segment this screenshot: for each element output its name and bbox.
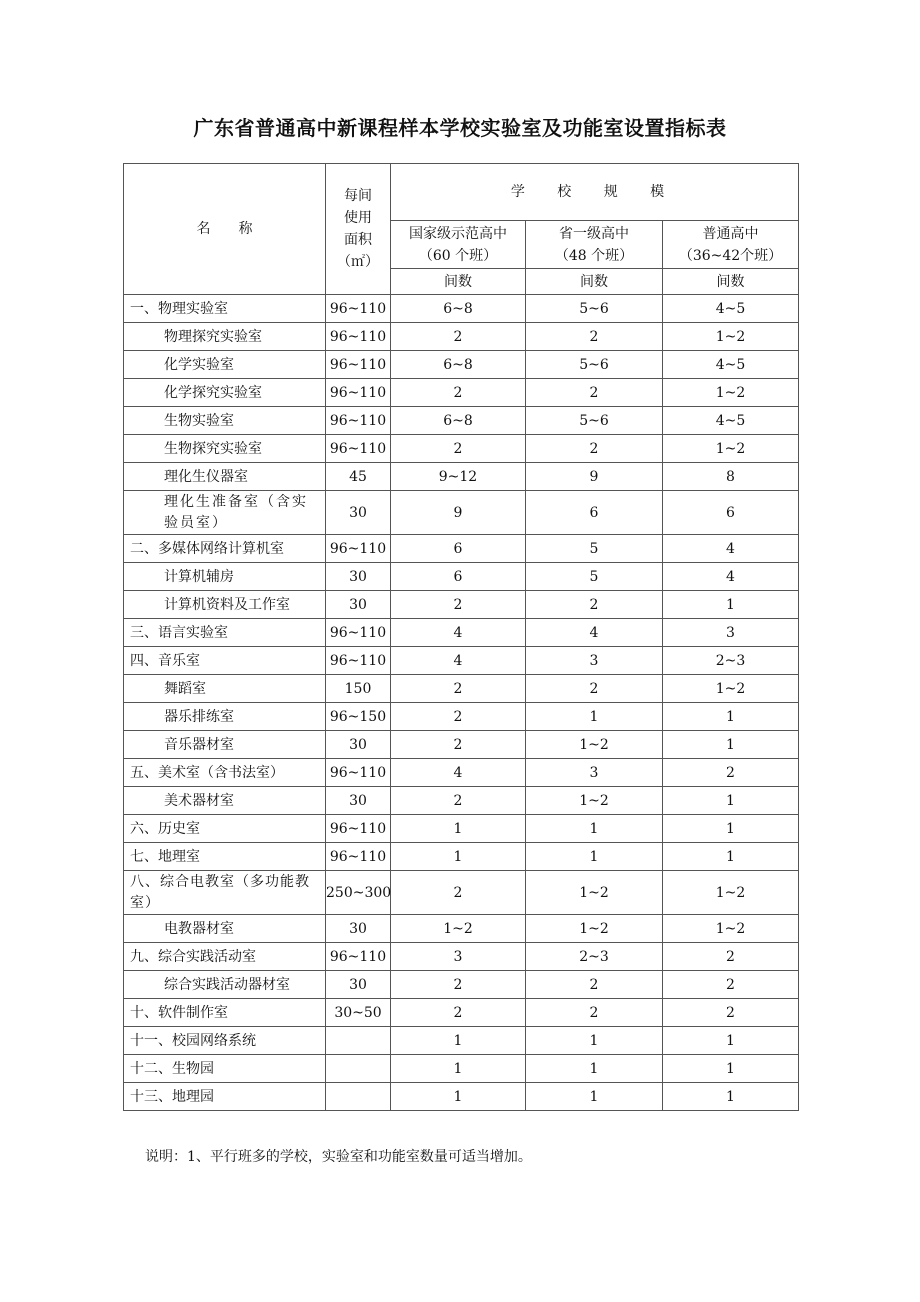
room-count: 5 (526, 535, 663, 563)
table-row (124, 675, 799, 703)
room-count: 1 (663, 1083, 799, 1111)
header-level-ordinary (663, 221, 799, 269)
room-area: 96~110 (326, 943, 391, 971)
room-area: 96~110 (326, 295, 391, 323)
room-area: 96~150 (326, 703, 391, 731)
room-area (326, 1083, 391, 1111)
room-count: 1~2 (663, 675, 799, 703)
room-count: 2 (526, 675, 663, 703)
header-level-national (391, 221, 526, 269)
room-count: 5 (526, 563, 663, 591)
room-count: 2 (391, 971, 526, 999)
table-row (124, 943, 799, 971)
room-count: 1~2 (663, 871, 799, 915)
room-count: 1~2 (663, 379, 799, 407)
room-count: 2 (391, 787, 526, 815)
room-area (326, 1027, 391, 1055)
room-area: 96~110 (326, 535, 391, 563)
room-count: 5~6 (526, 351, 663, 379)
room-count: 2 (663, 971, 799, 999)
table-row (124, 915, 799, 943)
room-name: 六、历史室 (124, 815, 326, 843)
level-classes: （48 个班） (554, 247, 634, 264)
table-row (124, 463, 799, 491)
header-area-line: 面积 (344, 232, 372, 248)
room-count: 2 (391, 999, 526, 1027)
room-count: 2 (391, 871, 526, 915)
room-area: 30 (326, 491, 391, 535)
room-area: 30 (326, 915, 391, 943)
room-count: 9~12 (391, 463, 526, 491)
room-count: 3 (391, 943, 526, 971)
level-name: 国家级示范高中 (409, 225, 507, 242)
room-count: 2 (526, 379, 663, 407)
table-row (124, 1027, 799, 1055)
table-row (124, 491, 799, 535)
room-count: 1 (526, 1055, 663, 1083)
table-row (124, 787, 799, 815)
room-count: 3 (526, 647, 663, 675)
room-count: 1 (663, 703, 799, 731)
room-area: 96~110 (326, 407, 391, 435)
room-area: 96~110 (326, 379, 391, 407)
room-count: 4~5 (663, 407, 799, 435)
room-area: 96~110 (326, 323, 391, 351)
room-name: 器乐排练室 (124, 703, 326, 731)
room-count: 8 (663, 463, 799, 491)
room-area: 96~110 (326, 351, 391, 379)
level-classes: （60 个班） (418, 247, 498, 264)
level-name: 省一级高中 (559, 225, 629, 242)
room-area: 250~300 (326, 871, 391, 915)
room-count: 1 (663, 1055, 799, 1083)
room-count: 1~2 (526, 871, 663, 915)
room-count: 9 (526, 463, 663, 491)
room-count: 2 (391, 379, 526, 407)
room-name: 一、物理实验室 (124, 295, 326, 323)
footnote: 说明：1、平行班多的学校，实验室和功能室数量可适当增加。 (145, 1149, 532, 1165)
room-count: 1 (391, 1083, 526, 1111)
room-area: 150 (326, 675, 391, 703)
table-row (124, 351, 799, 379)
room-name: 五、美术室（含书法室） (124, 759, 326, 787)
room-count: 1 (663, 591, 799, 619)
room-count: 6~8 (391, 295, 526, 323)
room-count: 4 (663, 563, 799, 591)
header-school-scale: 学 校 规 模 (391, 164, 799, 221)
room-count: 1 (663, 731, 799, 759)
room-area: 96~110 (326, 843, 391, 871)
header-area-line: （㎡） (337, 254, 379, 270)
table-row (124, 971, 799, 999)
room-count: 1 (526, 1027, 663, 1055)
table-row (124, 647, 799, 675)
room-name: 十、软件制作室 (124, 999, 326, 1027)
room-name: 十二、生物园 (124, 1055, 326, 1083)
room-count: 1~2 (526, 915, 663, 943)
room-count: 1~2 (663, 435, 799, 463)
room-name: 四、音乐室 (124, 647, 326, 675)
header-area-line: 使用 (344, 210, 372, 226)
header-unit: 间数 (526, 269, 663, 295)
room-count: 2 (526, 971, 663, 999)
room-count: 1 (663, 787, 799, 815)
room-count: 6 (526, 491, 663, 535)
room-count: 2 (526, 591, 663, 619)
room-count: 1 (526, 843, 663, 871)
room-count: 1~2 (663, 915, 799, 943)
room-count: 6 (391, 535, 526, 563)
room-name: 十三、地理园 (124, 1083, 326, 1111)
room-area (326, 1055, 391, 1083)
room-count: 4 (391, 647, 526, 675)
room-count: 1 (526, 815, 663, 843)
room-count: 6~8 (391, 351, 526, 379)
room-name: 理化生仪器室 (124, 463, 326, 491)
room-count: 4 (663, 535, 799, 563)
room-area: 30 (326, 563, 391, 591)
table-row (124, 591, 799, 619)
room-count: 2 (391, 591, 526, 619)
room-name: 十一、校园网络系统 (124, 1027, 326, 1055)
table-row (124, 295, 799, 323)
table-row (124, 843, 799, 871)
room-name: 计算机资料及工作室 (124, 591, 326, 619)
room-area: 96~110 (326, 619, 391, 647)
lab-settings-table (123, 163, 799, 1111)
table-row (124, 871, 799, 915)
room-name: 化学探究实验室 (124, 379, 326, 407)
room-name: 综合实践活动器材室 (124, 971, 326, 999)
room-count: 1 (391, 1055, 526, 1083)
room-count: 2 (663, 759, 799, 787)
room-count: 1 (526, 703, 663, 731)
room-count: 1 (663, 843, 799, 871)
room-count: 2 (663, 943, 799, 971)
room-count: 4~5 (663, 295, 799, 323)
header-unit: 间数 (663, 269, 799, 295)
room-count: 1~2 (663, 323, 799, 351)
table-row (124, 323, 799, 351)
room-count: 6~8 (391, 407, 526, 435)
room-name: 化学实验室 (124, 351, 326, 379)
room-count: 2 (526, 323, 663, 351)
room-name: 八、综合电教室（多功能教室） (124, 871, 326, 915)
room-count: 1~2 (526, 731, 663, 759)
room-count: 2 (391, 675, 526, 703)
table-row (124, 435, 799, 463)
room-count: 1 (391, 1027, 526, 1055)
room-name: 电教器材室 (124, 915, 326, 943)
table-row (124, 815, 799, 843)
room-count: 2 (391, 703, 526, 731)
room-area: 45 (326, 463, 391, 491)
header-area (326, 164, 391, 295)
room-area: 30 (326, 591, 391, 619)
table-row (124, 999, 799, 1027)
room-count: 9 (391, 491, 526, 535)
room-count: 2 (391, 323, 526, 351)
room-count: 3 (526, 759, 663, 787)
room-count: 4 (391, 619, 526, 647)
table-row (124, 703, 799, 731)
room-count: 2~3 (663, 647, 799, 675)
room-area: 30 (326, 971, 391, 999)
room-count: 1 (391, 815, 526, 843)
room-count: 1 (663, 815, 799, 843)
room-name: 二、多媒体网络计算机室 (124, 535, 326, 563)
room-count: 6 (391, 563, 526, 591)
table-row (124, 731, 799, 759)
room-area: 30 (326, 787, 391, 815)
table-row (124, 619, 799, 647)
page-title: 广东省普通高中新课程样本学校实验室及功能室设置指标表 (193, 116, 727, 140)
room-count: 3 (663, 619, 799, 647)
room-count: 1 (526, 1083, 663, 1111)
room-name: 理化生准备室（含实验员室） (124, 491, 326, 535)
table-row (124, 1083, 799, 1111)
room-count: 2 (391, 435, 526, 463)
table-row (124, 407, 799, 435)
room-count: 2 (663, 999, 799, 1027)
room-area: 96~110 (326, 647, 391, 675)
table-row (124, 1055, 799, 1083)
room-count: 1 (391, 843, 526, 871)
room-name: 音乐器材室 (124, 731, 326, 759)
room-count: 2 (526, 435, 663, 463)
level-name: 普通高中 (702, 225, 759, 242)
room-count: 4~5 (663, 351, 799, 379)
table-row (124, 759, 799, 787)
room-count: 1~2 (526, 787, 663, 815)
room-count: 2~3 (526, 943, 663, 971)
room-name: 七、地理室 (124, 843, 326, 871)
room-name: 物理探究实验室 (124, 323, 326, 351)
room-count: 4 (526, 619, 663, 647)
room-area: 96~110 (326, 815, 391, 843)
table-row (124, 535, 799, 563)
room-name: 九、综合实践活动室 (124, 943, 326, 971)
room-area: 96~110 (326, 435, 391, 463)
room-name: 计算机辅房 (124, 563, 326, 591)
room-name: 生物探究实验室 (124, 435, 326, 463)
room-count: 2 (391, 731, 526, 759)
room-count: 1 (663, 1027, 799, 1055)
header-area-line: 每间 (344, 188, 372, 204)
room-area: 30 (326, 731, 391, 759)
room-area: 96~110 (326, 759, 391, 787)
room-count: 6 (663, 491, 799, 535)
room-count: 5~6 (526, 407, 663, 435)
room-area: 30~50 (326, 999, 391, 1027)
table-row (124, 563, 799, 591)
room-count: 5~6 (526, 295, 663, 323)
room-name: 美术器材室 (124, 787, 326, 815)
room-name: 生物实验室 (124, 407, 326, 435)
header-unit: 间数 (391, 269, 526, 295)
room-count: 1~2 (391, 915, 526, 943)
level-classes: （36~42个班） (678, 247, 783, 264)
room-count: 2 (526, 999, 663, 1027)
room-name: 三、语言实验室 (124, 619, 326, 647)
room-count: 4 (391, 759, 526, 787)
header-name: 名 称 (124, 164, 326, 295)
header-level-provincial (526, 221, 663, 269)
room-name: 舞蹈室 (124, 675, 326, 703)
table-row (124, 379, 799, 407)
